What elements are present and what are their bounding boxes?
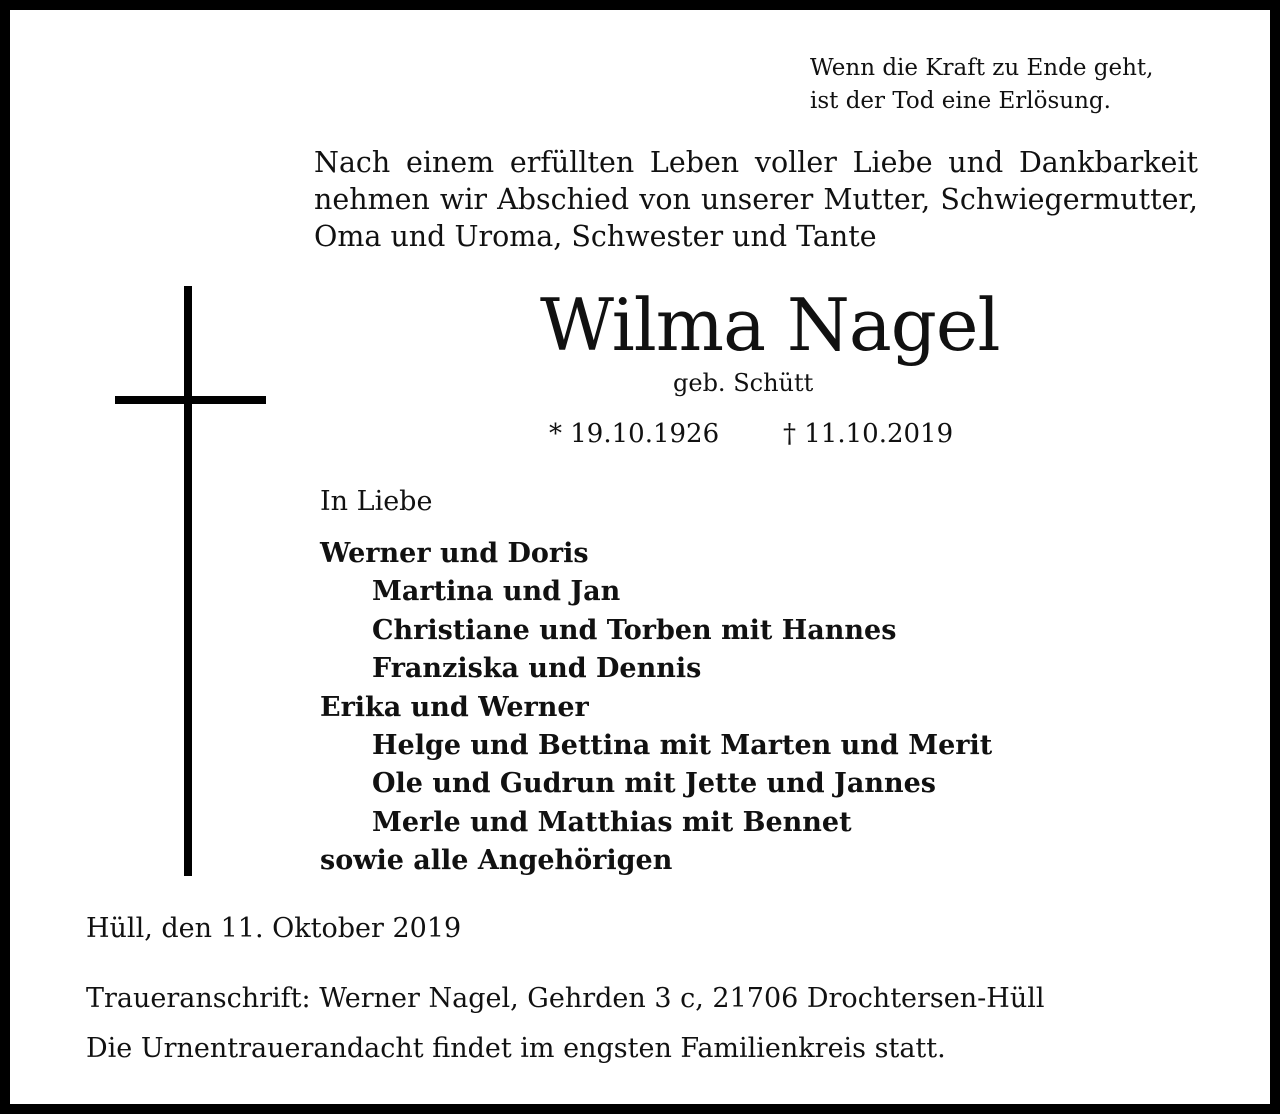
intro-line: nehmen wir Abschied von unserer Mutter, Schwiegermutter, [314, 183, 1198, 216]
intro-line: Nach einem erfüllten Leben voller Liebe und Dankbarkeit [314, 146, 1198, 179]
motto-quote [810, 52, 1153, 118]
mourner-row: Ole und Gudrun mit Jette und Jannes [372, 768, 936, 800]
birth-date: * 19.10.1926 [549, 419, 720, 449]
ceremony-note: Die Urnentrauerandacht findet im engsten Familienkreis statt. [86, 1033, 946, 1064]
mourning-address: Traueranschrift: Werner Nagel, Gehrden 3 c, 21706 Drochtersen-Hüll [86, 983, 1045, 1014]
mourner-row: Werner und Doris [320, 538, 589, 569]
motto-line: ist der Tod eine Erlösung. [810, 88, 1111, 114]
deceased-name: Wilma Nagel [540, 283, 1000, 367]
mourner-row: Merle und Matthias mit Bennet [372, 806, 852, 838]
mourner-row: Christiane und Torben mit Hannes [372, 614, 897, 646]
mourner-row: sowie alle Angehörigen [320, 845, 673, 877]
maiden-name: geb. Schütt [673, 369, 814, 397]
motto-line: Wenn die Kraft zu Ende geht, [810, 55, 1154, 81]
cross-horizontal-bar [115, 396, 266, 404]
mourner-row: Helge und Bettina mit Marten und Merit [372, 730, 993, 762]
mourner-row: Martina und Jan [372, 576, 621, 608]
mourners-list [320, 535, 992, 881]
intro-text [314, 144, 1198, 255]
intro-line: Oma und Uroma, Schwester und Tante [314, 220, 877, 253]
death-date: † 11.10.2019 [783, 419, 954, 449]
mourner-row: Erika und Werner [320, 691, 589, 723]
place-date: Hüll, den 11. Oktober 2019 [86, 913, 462, 944]
in-love-label: In Liebe [320, 486, 433, 517]
mourner-row: Franziska und Dennis [372, 653, 702, 685]
cross-vertical-bar [184, 286, 192, 876]
